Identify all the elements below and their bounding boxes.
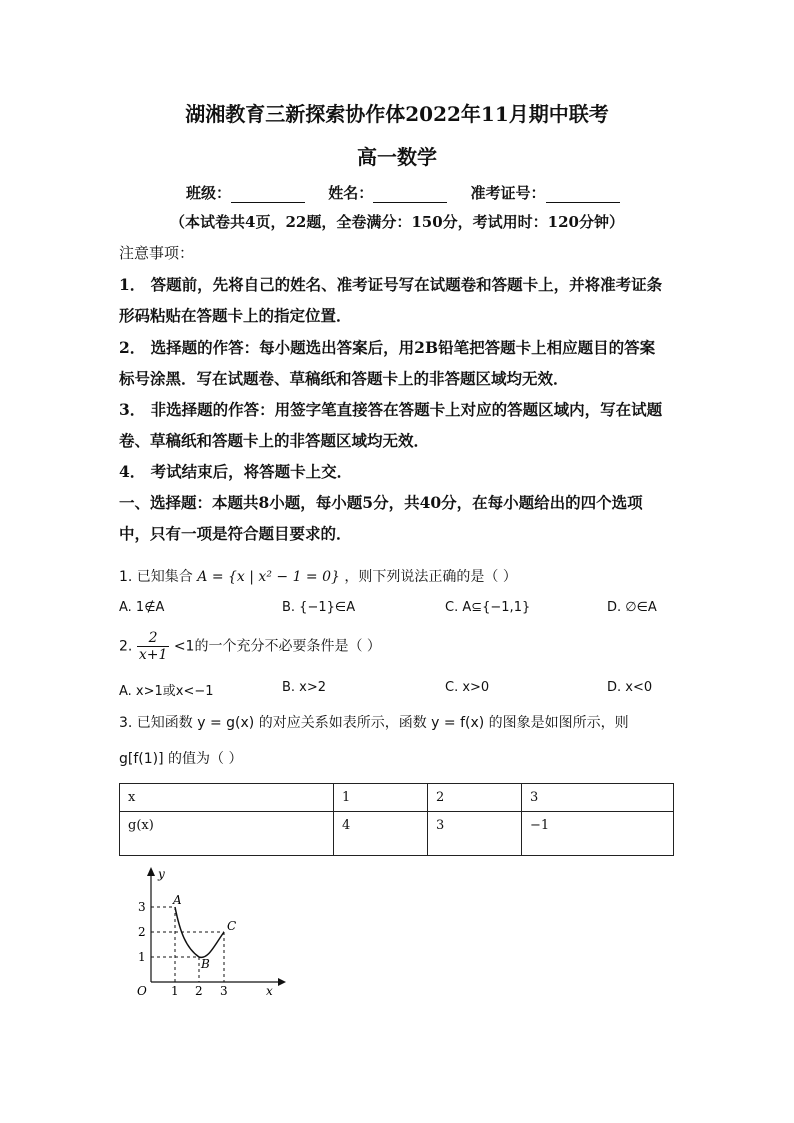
function-f-graph xyxy=(118,862,288,997)
q2-frac-numerator: 2 xyxy=(137,630,170,647)
x-tick-label: 2 xyxy=(195,984,203,997)
q2-option-c: C. x>0 xyxy=(445,680,490,695)
table-cell: 3 xyxy=(428,812,522,856)
table-row xyxy=(120,784,674,812)
exam-note: （本试卷共4页，22题，全卷满分：150分，考试用时：120分钟） xyxy=(170,213,624,231)
table-cell: −1 xyxy=(522,812,674,856)
student-info-line xyxy=(186,182,638,203)
name-blank xyxy=(373,187,447,203)
exam-title: 湖湘教育三新探索协作体2022年11月期中联考 xyxy=(185,102,609,126)
q1-set: A = {x | x² − 1 = 0} xyxy=(197,569,340,585)
q1-option-d: D. ∅∈A xyxy=(607,600,657,615)
origin-label: O xyxy=(137,984,147,997)
q2-suffix: <1的一个充分不必要条件是（ ） xyxy=(173,638,381,655)
class-label: 班级： xyxy=(186,184,232,202)
point-b-label: B xyxy=(201,957,210,971)
section1-heading-line1: 一、选择题：本题共8小题，每小题5分，共40分，在每小题给出的四个选项 xyxy=(119,493,643,512)
y-tick-label: 3 xyxy=(138,900,146,914)
x-axis-arrow xyxy=(278,978,286,986)
point-c-label: C xyxy=(227,919,237,933)
y-tick-label: 2 xyxy=(138,925,146,939)
q1-prefix: 1. 已知集合 xyxy=(119,569,193,585)
question-3-stem-line2: g[f(1)] 的值为（ ） xyxy=(119,751,243,767)
q2-option-d: D. x<0 xyxy=(607,680,653,695)
table-cell: g(x) xyxy=(120,812,334,856)
q1-suffix: ，则下列说法正确的是（ ） xyxy=(344,569,517,585)
q1-option-c: C. A⊆{−1,1} xyxy=(445,600,531,615)
table-cell: 3 xyxy=(522,784,674,812)
exam-no-label: 准考证号： xyxy=(470,184,546,202)
q2-frac-denominator: x+1 xyxy=(138,647,168,663)
g-value-table xyxy=(119,783,674,856)
notice-item-3a: 3． 非选择题的作答：用签字笔直接答在答题卡上对应的答题区域内，写在试题 xyxy=(119,400,663,419)
q2-option-a: A. x>1或x<−1 xyxy=(119,684,214,699)
table-cell: x xyxy=(120,784,334,812)
name-label: 姓名： xyxy=(328,184,374,202)
table-cell: 4 xyxy=(334,812,428,856)
exam-subject: 高一数学 xyxy=(357,145,437,169)
x-axis-label: x xyxy=(266,984,273,997)
q2-option-b: B. x>2 xyxy=(282,680,327,695)
notice-item-3b: 卷、草稿纸和答题卡上的非答题区域均无效． xyxy=(119,431,430,450)
exam-no-blank xyxy=(546,187,620,203)
table-cell: 1 xyxy=(334,784,428,812)
q1-option-b: B. {−1}∈A xyxy=(282,600,356,615)
table-row xyxy=(120,812,674,856)
class-blank xyxy=(231,187,305,203)
notice-item-1a: 1． 答题前，先将自己的姓名、准考证号写在试题卷和答题卡上，并将准考证条 xyxy=(119,275,663,294)
y-axis-arrow xyxy=(147,867,155,876)
section1-heading-line2: 中，只有一项是符合题目要求的． xyxy=(119,524,352,543)
table-cell: 2 xyxy=(428,784,522,812)
notice-heading: 注意事项： xyxy=(119,244,195,262)
q2-prefix: 2. xyxy=(119,638,133,655)
y-axis-label: y xyxy=(158,867,165,881)
x-tick-label: 1 xyxy=(171,984,179,997)
y-tick-label: 1 xyxy=(138,950,146,964)
notice-item-2a: 2． 选择题的作答：每小题选出答案后，用2B铅笔把答题卡上相应题目的答案 xyxy=(119,338,656,357)
notice-item-4: 4． 考试结束后，将答题卡上交． xyxy=(119,462,353,481)
notice-item-2b: 标号涂黑．写在试题卷、草稿纸和答题卡上的非答题区域均无效． xyxy=(119,369,569,388)
point-a-label: A xyxy=(173,893,182,907)
question-2-stem xyxy=(119,630,381,663)
q1-option-a: A. 1∉A xyxy=(119,600,165,615)
question-3-stem-line1: 3. 已知函数 y = g(x) 的对应关系如表所示，函数 y = f(x) 的图象是如图所示，则 xyxy=(119,715,629,731)
notice-item-1b: 形码粘贴在答题卡上的指定位置． xyxy=(119,306,352,325)
question-1-stem xyxy=(119,566,517,586)
q2-fraction xyxy=(137,630,170,663)
x-tick-label: 3 xyxy=(220,984,228,997)
